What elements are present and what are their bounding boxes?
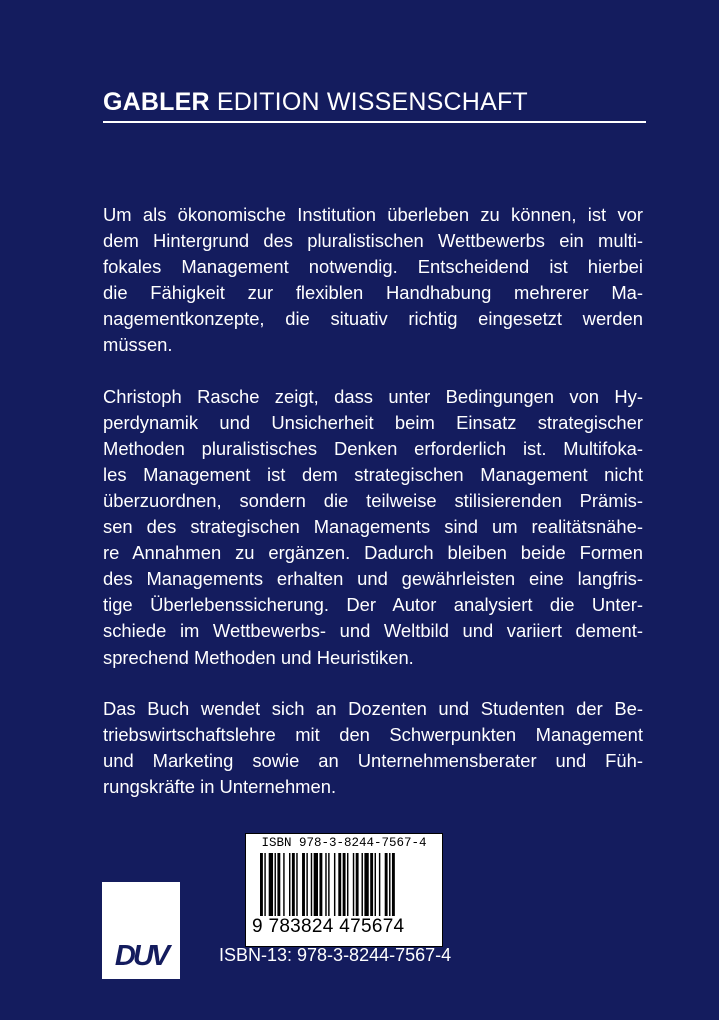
blurb-line: und Marketing sowie an Unternehmensberater und Füh- — [103, 749, 643, 771]
barcode-label — [245, 833, 443, 947]
blurb-paragraph-2 — [103, 384, 643, 671]
blurb-line: Um als ökonomische Institution überleben zu können, ist vor — [103, 204, 643, 225]
blurb-line: Das Buch wendet sich an Dozenten und Studenten der Be- — [103, 697, 643, 719]
series-brand: GABLER — [103, 88, 210, 116]
isbn13-text: ISBN-13: 978-3-8244-7567-4 — [219, 945, 452, 965]
barcode-isbn-text: ISBN 978-3-8244-7567-4 — [261, 836, 427, 850]
blurb-line: perdynamik und Unsicherheit beim Einsatz strategischer — [103, 411, 643, 433]
publisher-logo — [102, 882, 180, 979]
blurb-line: überzuordnen, sondern die teilweise stilisierenden Prämis- — [103, 489, 643, 511]
blurb-line: dem Hintergrund des pluralistischen Wettbewerbs ein multi- — [103, 230, 643, 252]
blurb-line: fokales Management notwendig. Entscheidend ist hierbei — [103, 256, 643, 278]
series-divider — [103, 121, 646, 123]
blurb-line: Methoden pluralistisches Denken erforderlich ist. Multifoka- — [103, 437, 643, 459]
blurb-line: nagementkonzepte, die situativ richtig eingesetzt werden — [103, 308, 643, 330]
blurb-line: die Fähigkeit zur flexiblen Handhabung mehrerer Ma- — [103, 282, 643, 304]
blurb-line: sprechend Methoden und Heuristiken. — [103, 646, 414, 668]
blurb-paragraph-1 — [103, 202, 643, 359]
back-cover-blurb — [103, 202, 643, 825]
blurb-line: triebswirtschaftslehre mit den Schwerpunkten Management — [103, 723, 643, 745]
blurb-line: müssen. — [103, 334, 173, 356]
blurb-line: Christoph Rasche zeigt, dass unter Bedingungen von Hy- — [103, 385, 643, 407]
blurb-line: les Management ist dem strategischen Management nicht — [103, 463, 643, 485]
series-name: EDITION WISSENSCHAFT — [216, 88, 528, 116]
publisher-logo-text: DUV — [114, 940, 168, 972]
blurb-line: schiede im Wettbewerbs- und Weltbild und variiert dement- — [103, 620, 643, 642]
barcode-ean-digits: 9 783824 475674 — [252, 916, 442, 938]
blurb-line: sen des strategischen Managements sind um realitätsnähe- — [103, 516, 643, 538]
series-title — [103, 88, 643, 117]
blurb-line: re Annahmen zu ergänzen. Dadurch bleiben beide Formen — [103, 542, 643, 564]
blurb-line: rungskräfte in Unternehmen. — [103, 775, 337, 797]
blurb-paragraph-3 — [103, 696, 643, 800]
blurb-line: tige Überlebenssicherung. Der Autor analysiert die Unter- — [103, 594, 643, 616]
blurb-line: des Managements erhalten und gewährleisten eine langfris- — [103, 568, 643, 590]
